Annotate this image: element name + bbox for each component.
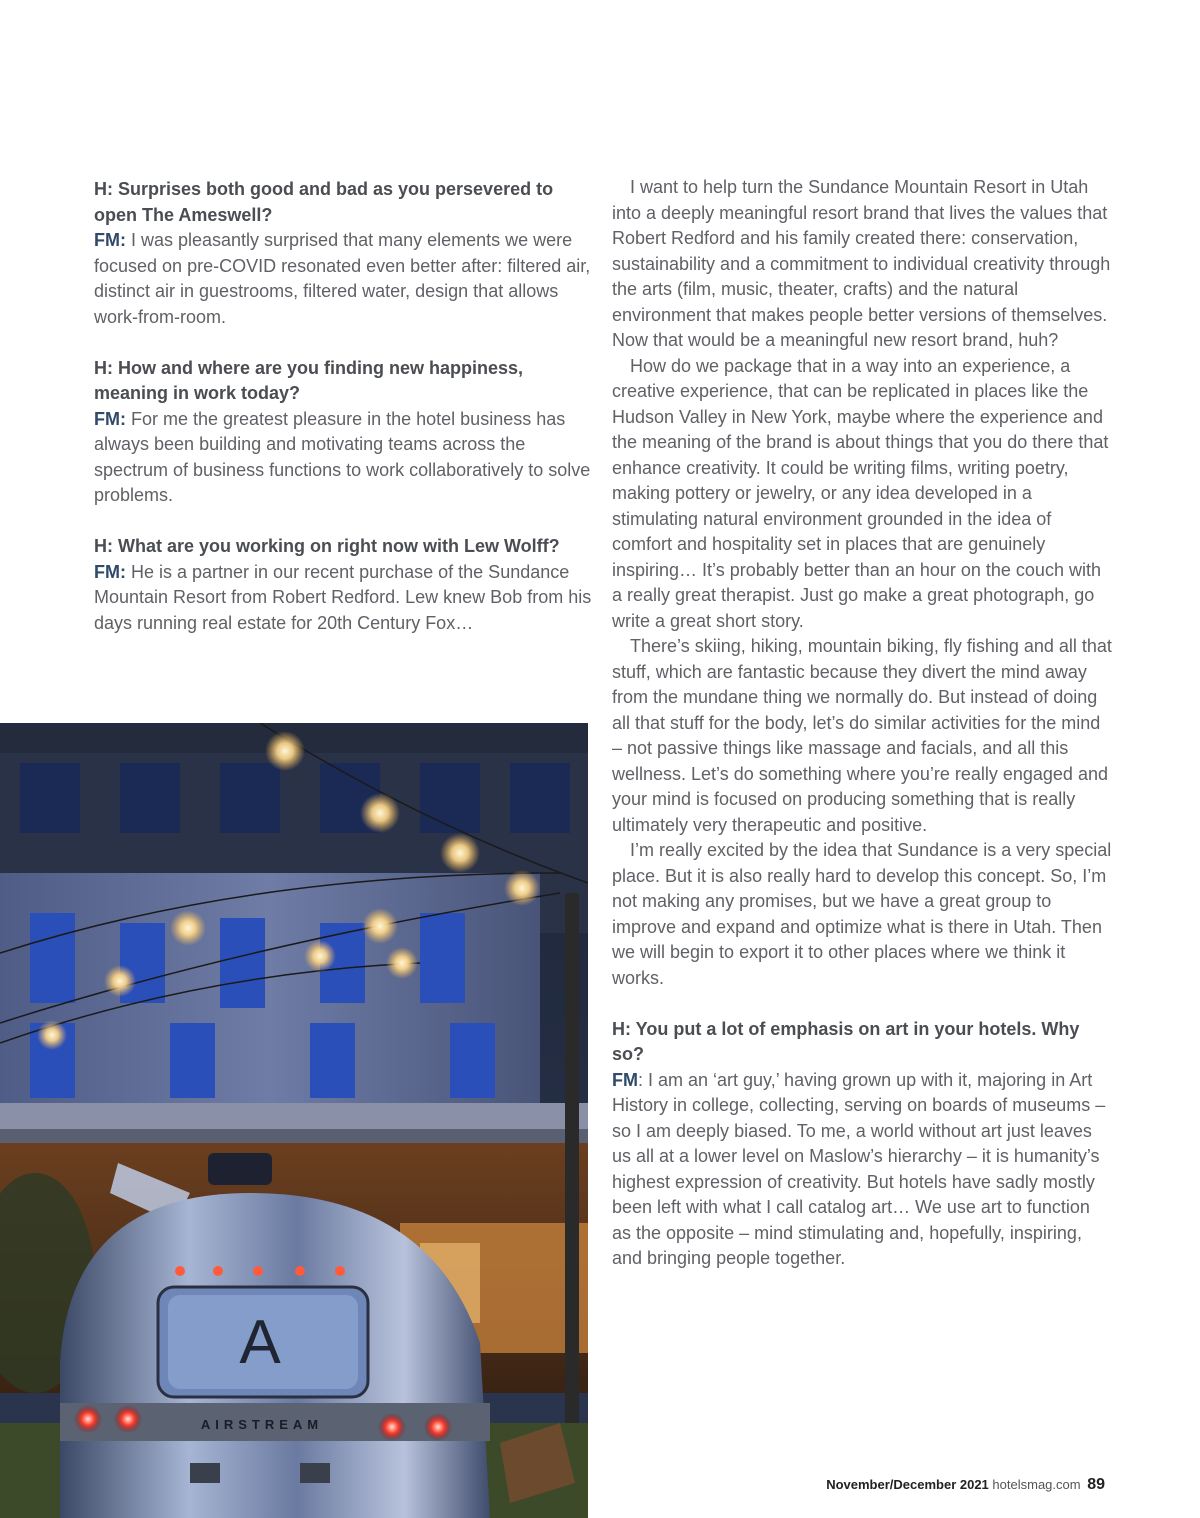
qa-block-1 xyxy=(94,177,594,330)
hotel-courtyard-photo xyxy=(0,723,588,1518)
issue-date: November/December 2021 xyxy=(826,1477,989,1492)
answer-3: He is a partner in our recent purchase of the Sundance Mountain Resort from Robert Redford. Lew knew Bob from his days running real estate for 20th Century Fox… xyxy=(94,561,592,633)
right-column xyxy=(612,175,1112,1272)
qa-block-4 xyxy=(612,1017,1112,1272)
body-paragraph-3: There’s skiing, hiking, mountain biking, fly fishing and all that stuff, which are fantastic because they divert the mind away from the mundane thing we normally do. But instead of doing all that stuff for the body, let’s do similar activities for the mind – not passive things like massage and facials, and all this wellness. Let’s do something where you’re really engaged and your mind is focused on producing something that is really ultimately very therapeutic and positive. xyxy=(612,636,1112,835)
body-paragraph-4: I’m really excited by the idea that Sundance is a very special place. But it is also really hard to develop this concept. So, I’m not making any promises, but we have a great group to improve and expand and optimize what is there in Utah. Then we will begin to export it to other places where we think it works. xyxy=(612,840,1112,988)
speaker-label: FM: xyxy=(94,561,126,582)
body-paragraph-1: I want to help turn the Sundance Mountain Resort in Utah into a deeply meaningful resort brand that lives the values that Robert Redford and his family created there: conservation, sustainability and a commitment to individual creativity through the arts (film, music, theater, crafts) and the natural environment that makes people better versions of themselves. Now that would be a meaningful new resort brand, huh? xyxy=(612,177,1111,350)
qa-block-2 xyxy=(94,356,594,509)
website-url: hotelsmag.com xyxy=(992,1477,1081,1492)
speaker-label: FM xyxy=(612,1069,638,1090)
page-number: 89 xyxy=(1087,1476,1105,1493)
body-paragraph-2: How do we package that in a way into an experience, a creative experience, that can be replicated in places like the Hudson Valley in New York, maybe where the experience and the meaning of the brand is about things that you do there that enhance creativity. It could be writing films, writing poetry, making pottery or jewelry, or any idea developed in a stimulating natural environment grounded in the idea of comfort and hospitality set in places that are genuinely inspiring… It’s probably better than an hour on the couch with a really great therapist. Just go make a great photograph, go write a great short story. xyxy=(612,355,1109,631)
answer-2: For me the greatest pleasure in the hotel business has always been building and motivating teams across the spectrum of business functions to work collaboratively to solve problems. xyxy=(94,408,591,505)
question-2: H: How and where are you finding new happiness, meaning in work today? xyxy=(94,357,524,403)
question-1: H: Surprises both good and bad as you persevered to open The Ameswell? xyxy=(94,179,554,225)
speaker-label: FM: xyxy=(94,408,126,429)
speaker-label: FM: xyxy=(94,230,126,250)
qa-block-3 xyxy=(94,534,594,636)
left-column xyxy=(94,177,594,662)
trailer-brand: AIRSTREAM xyxy=(200,1417,324,1432)
answer-4: : I am an ‘art guy,’ having grown up with it, majoring in Art History in college, collecting, serving on boards of museums – so I am deeply biased. To me, a world without art just leaves us all at a lower level on Maslow’s hierarchy – it is humanity’s highest expression of creativity. But hotels have sadly mostly been left with what I call catalog art… We use art to function as the opposite – mind stimulating and, hopefully, inspiring, and bringing people together. xyxy=(612,1069,1106,1268)
question-3: H: What are you working on right now with Lew Wolff? xyxy=(94,536,560,556)
trailer-logo: A xyxy=(239,1308,281,1377)
photo-illustration xyxy=(0,723,588,1518)
page-footer xyxy=(826,1476,1105,1494)
question-4: H: You put a lot of emphasis on art in your hotels. Why so? xyxy=(612,1018,1080,1064)
answer-1: I was pleasantly surprised that many elements we were focused on pre-COVID resonated even better after: filtered air, distinct air in guestrooms, filtered water, design that allows work-from-room. xyxy=(94,230,591,327)
